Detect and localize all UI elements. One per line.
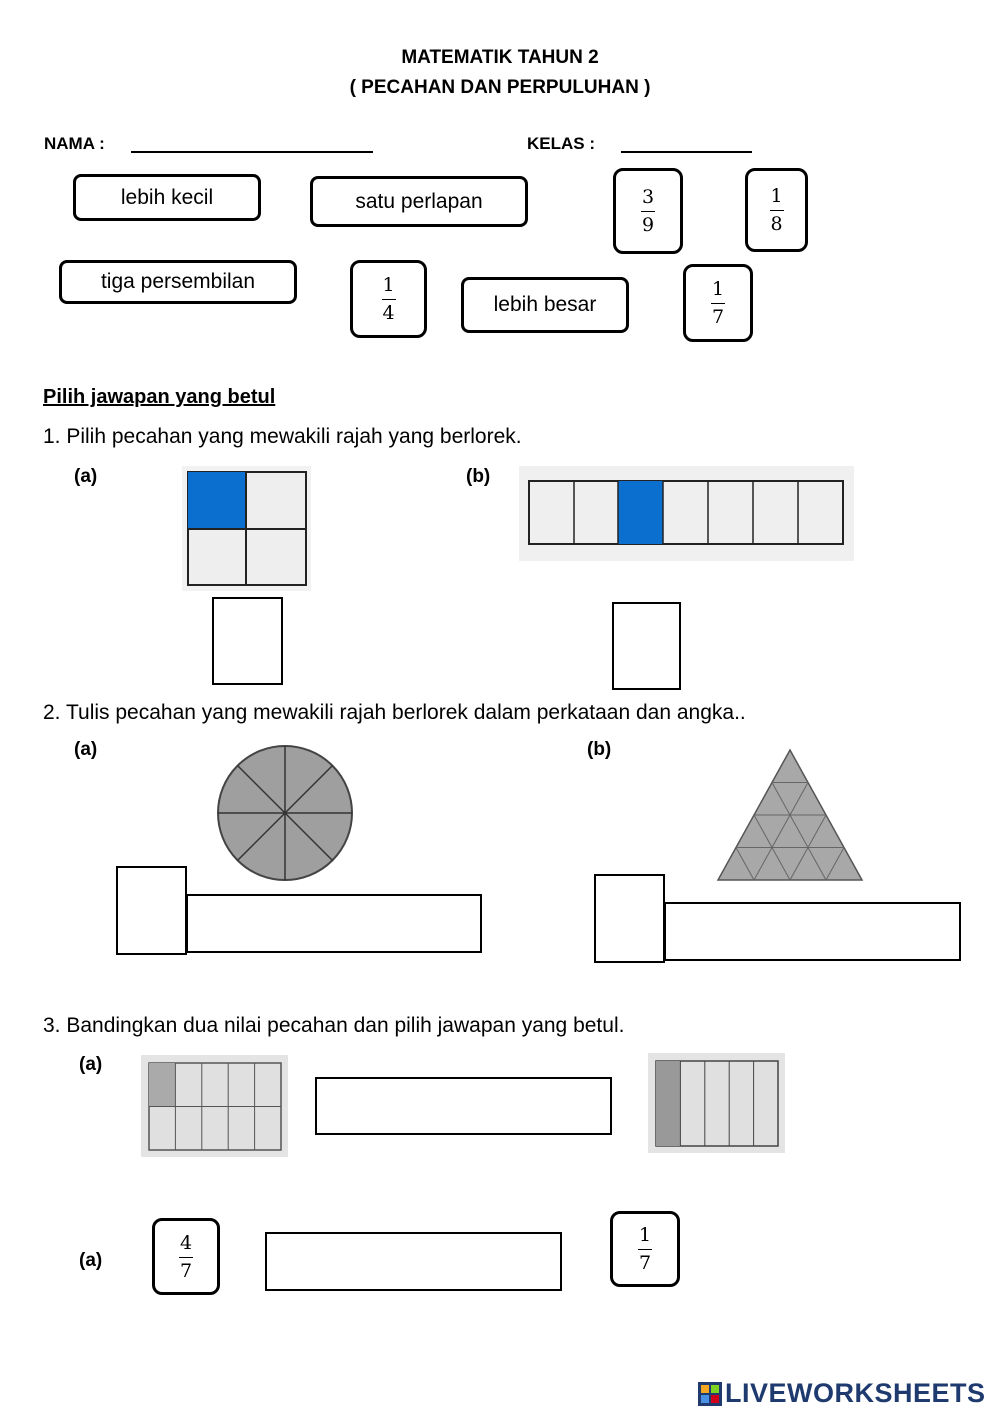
q3a-right-figure-photo: [648, 1053, 785, 1153]
fraction-bar: [179, 1257, 193, 1258]
fraction-denominator: 7: [179, 1259, 193, 1282]
q3-left-fraction-card: [152, 1218, 220, 1295]
fraction-bar: [641, 211, 655, 212]
question-3a-label: (a): [79, 1054, 103, 1075]
word-card-label: satu perlapan: [355, 189, 483, 213]
page-subtitle: ( PECAHAN DAN PERPULUHAN ): [349, 77, 651, 98]
name-label: NAMA :: [44, 134, 105, 153]
question-3-text: 3. Bandingkan dua nilai pecahan dan pilih jawapan yang betul.: [43, 1014, 625, 1037]
fraction-numerator: 4: [179, 1231, 193, 1254]
q3a-compare-box[interactable]: [315, 1077, 612, 1135]
fraction-bar: [770, 210, 784, 211]
question-2-text: 2. Tulis pecahan yang mewakili rajah berlorek dalam perkataan dan angka..: [43, 701, 746, 724]
strip-cell-shaded: [618, 481, 663, 544]
word-card-label: tiga persembilan: [100, 270, 256, 293]
grid-cell-shaded: [149, 1063, 175, 1107]
question-3a2-label: (a): [79, 1250, 103, 1271]
q1a-square-grid: [182, 466, 311, 591]
fraction-numerator: 1: [711, 278, 725, 300]
word-card-label: lebih besar: [493, 293, 597, 316]
q3a-left-figure-photo: [141, 1055, 288, 1157]
q2a-word-box[interactable]: [186, 894, 482, 953]
grid-cell-shaded: [656, 1061, 680, 1146]
q1a-answer-box[interactable]: [212, 597, 283, 685]
class-line[interactable]: [621, 151, 752, 153]
question-1b-label: (b): [466, 466, 491, 487]
q1b-strip: [519, 466, 854, 561]
class-label: KELAS :: [527, 134, 595, 153]
fraction-numerator: 1: [770, 185, 783, 207]
word-card-tiga-persembilan[interactable]: [59, 260, 297, 304]
fraction-card-1-8[interactable]: [745, 168, 808, 252]
fraction-denominator: 8: [770, 213, 783, 235]
question-1-text: 1. Pilih pecahan yang mewakili rajah yang berlorek.: [43, 425, 522, 448]
grid-cell-shaded: [188, 472, 246, 529]
q3a2-compare-box[interactable]: [265, 1232, 562, 1291]
instruction-heading: Pilih jawapan yang betul: [43, 386, 276, 408]
fraction-card-3-9[interactable]: [613, 168, 683, 254]
fraction-denominator: 9: [641, 214, 655, 236]
fraction-numerator: 1: [638, 1224, 652, 1246]
q1b-answer-box[interactable]: [612, 602, 681, 690]
fraction-denominator: 7: [711, 306, 725, 328]
q3a-right-grid: [648, 1053, 785, 1153]
q3-right-fraction-card: [610, 1211, 680, 1287]
fraction-denominator: 4: [382, 302, 395, 324]
word-card-satu-perlapan[interactable]: [310, 176, 528, 227]
q2b-number-box[interactable]: [594, 874, 665, 963]
strip-outline: [529, 481, 843, 544]
liveworksheets-icon: [698, 1382, 722, 1406]
fraction-denominator: 7: [638, 1252, 652, 1274]
q1b-figure-photo: [519, 466, 854, 561]
question-1a-label: (a): [74, 466, 98, 487]
name-line[interactable]: [131, 151, 373, 153]
fraction-card-1-4[interactable]: [350, 260, 427, 338]
q2a-circle-figure: [205, 743, 365, 888]
word-card-lebih-kecil[interactable]: [73, 174, 261, 221]
fraction-bar: [711, 303, 725, 304]
fraction-bar: [638, 1249, 652, 1250]
liveworksheets-logo: [698, 1378, 986, 1409]
fraction-bar: [382, 299, 396, 300]
q3a-left-grid: [141, 1055, 288, 1157]
fraction-numerator: 3: [641, 186, 655, 208]
q2b-word-box[interactable]: [664, 902, 961, 961]
liveworksheets-brand: LIVEWORKSHEETS: [725, 1378, 986, 1408]
q2a-number-box[interactable]: [116, 866, 187, 955]
q2b-triangle-figure: [712, 745, 870, 885]
fraction-card-1-7[interactable]: [683, 264, 753, 342]
q1a-figure-photo: [182, 466, 311, 591]
fraction-numerator: 1: [382, 274, 395, 296]
word-card-lebih-besar[interactable]: [461, 277, 629, 333]
question-2b-label: (b): [587, 739, 612, 760]
word-card-label: lebih kecil: [120, 185, 214, 209]
page-title: MATEMATIK TAHUN 2: [401, 47, 599, 68]
question-2a-label: (a): [74, 739, 98, 760]
